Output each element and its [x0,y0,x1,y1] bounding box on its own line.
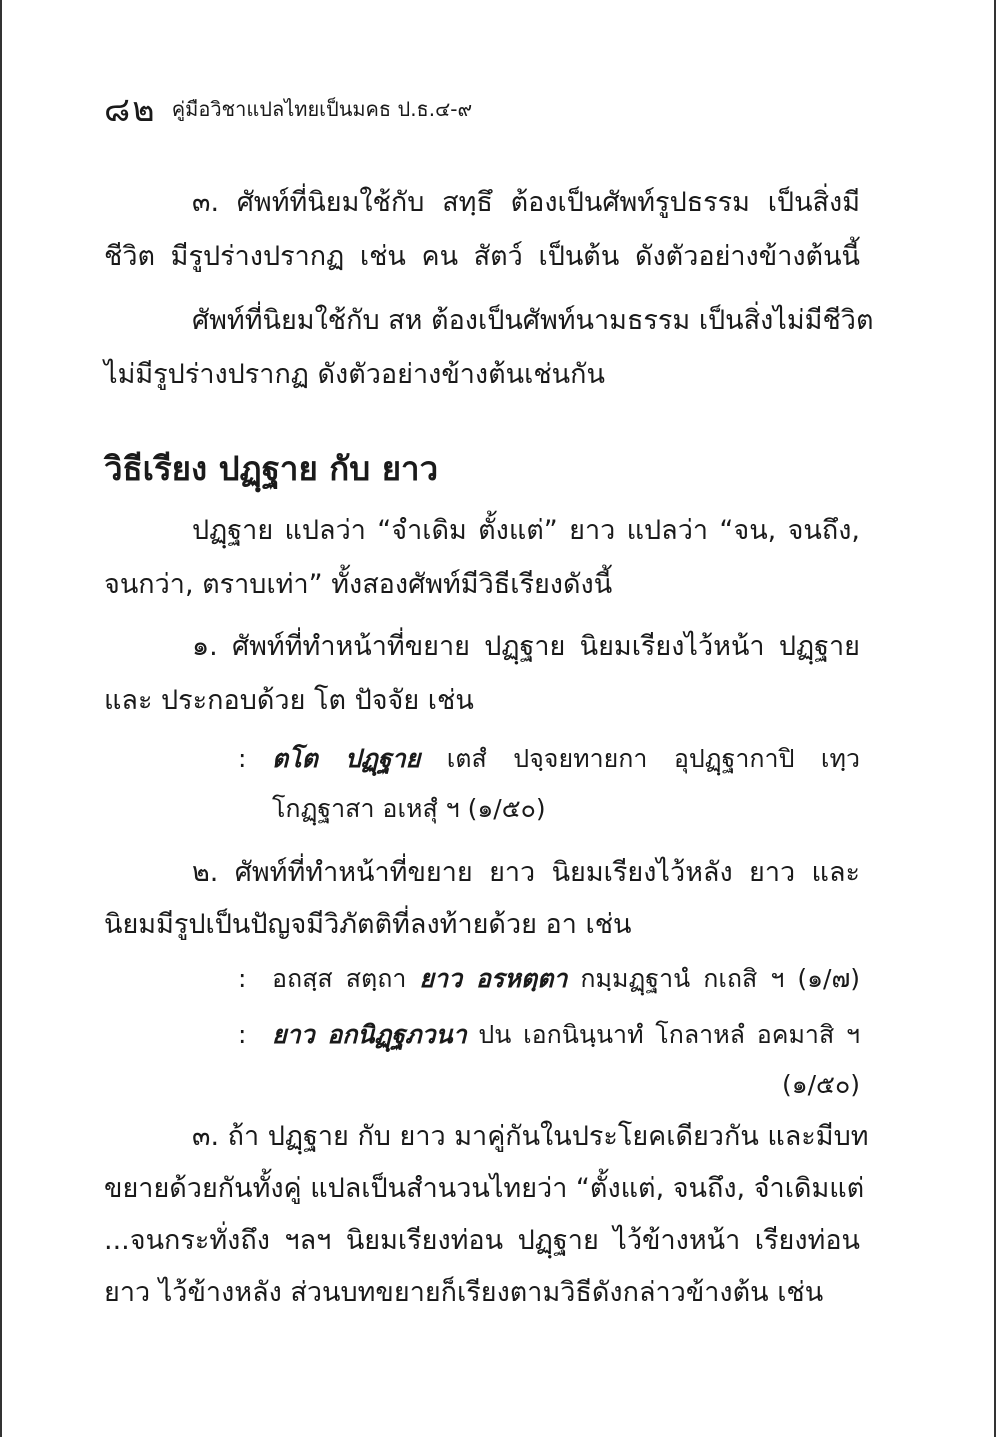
example-colon: : [238,964,247,993]
paragraph-line: ๑. ศัพท์ที่ทำหน้าที่ขยาย ปฏฺฐาย นิยมเรียงไว้หน้า ปฏฺฐาย [192,631,860,662]
example-line [272,742,860,776]
paragraph-line: ๓. ศัพท์ที่นิยมใช้กับ สทฺธึ ต้องเป็นศัพท์รูปธรรม เป็นสิ่งมี [192,187,860,218]
paragraph-line: ศัพท์ที่นิยมใช้กับ สห ต้องเป็นศัพท์นามธรรม เป็นสิ่งไม่มีชีวิต [192,305,874,336]
example-text: กมฺมฏฺฐานํ กเถสิ ฯ (๑/๗) [567,964,861,993]
paragraph-line: ยาว ไว้ข้างหลัง ส่วนบทขยายก็เรียงตามวิธีดังกล่าวข้างต้น เช่น [104,1277,824,1308]
example-line [272,1018,860,1052]
example-text: เตสํ ปจฺจยทายกา อุปฏฺฐากาปิ เทฺว [420,744,860,773]
example-bold: ยาว อรหตฺตา [419,964,568,993]
paragraph-line: ชีวิต มีรูปร่างปรากฏ เช่น คน สัตว์ เป็นต้น ดังตัวอย่างข้างต้นนี้ [104,241,860,272]
paragraph-line: และ ประกอบด้วย โต ปัจจัย เช่น [104,685,474,716]
example-text: ปน เอกนินฺนาทํ โกลาหลํ อคมาสิ ฯ [466,1020,860,1049]
section-heading: วิธีเรียง ปฏฺฐาย กับ ยาว [104,449,439,488]
paragraph-line: ไม่มีรูปร่างปรากฏ ดังตัวอย่างข้างต้นเช่นกัน [104,359,605,390]
example-colon: : [238,744,247,773]
example-bold: ตโต ปฏฺฐาย [272,744,421,773]
page-header [104,82,473,130]
example-line [272,962,860,996]
paragraph-line: ปฏฺฐาย แปลว่า “จำเดิม ตั้งแต่” ยาว แปลว่า “จน, จนถึง, [192,515,860,546]
example-text: อถสฺส สตฺถา [272,964,420,993]
paragraph-line: จนกว่า, ตราบเท่า” ทั้งสองศัพท์มีวิธีเรียงดังนี้ [104,569,613,600]
paragraph-line: ...จนกระทั่งถึง ฯลฯ นิยมเรียงท่อน ปฏฺฐาย ไว้ข้างหน้า เรียงท่อน [104,1225,860,1256]
example-reference: (๑/๕๐) [782,1070,860,1099]
paragraph-line: ๒. ศัพท์ที่ทำหน้าที่ขยาย ยาว นิยมเรียงไว้หลัง ยาว และ [192,857,860,888]
paragraph-line: ขยายด้วยกันทั้งคู่ แปลเป็นสำนวนไทยว่า “ตั้งแต่, จนถึง, จำเดิมแต่ [104,1173,865,1204]
running-title: คู่มือวิชาแปลไทยเป็นมคธ ป.ธ.๔-๙ [171,97,473,121]
example-bold: ยาว อกนิฏฺฐภวนา [272,1020,467,1049]
paragraph-line: ๓. ถ้า ปฏฺฐาย กับ ยาว มาคู่กันในประโยคเดียวกัน และมีบท [192,1121,869,1152]
example-line: โกฏฺฐาสา อเหสุํ ฯ (๑/๕๐) [272,794,546,823]
page-number: ๘๒ [104,90,157,130]
paragraph-line: นิยมมีรูปเป็นปัญจมีวิภัตติที่ลงท้ายด้วย อา เช่น [104,909,632,940]
example-colon: : [238,1020,247,1049]
